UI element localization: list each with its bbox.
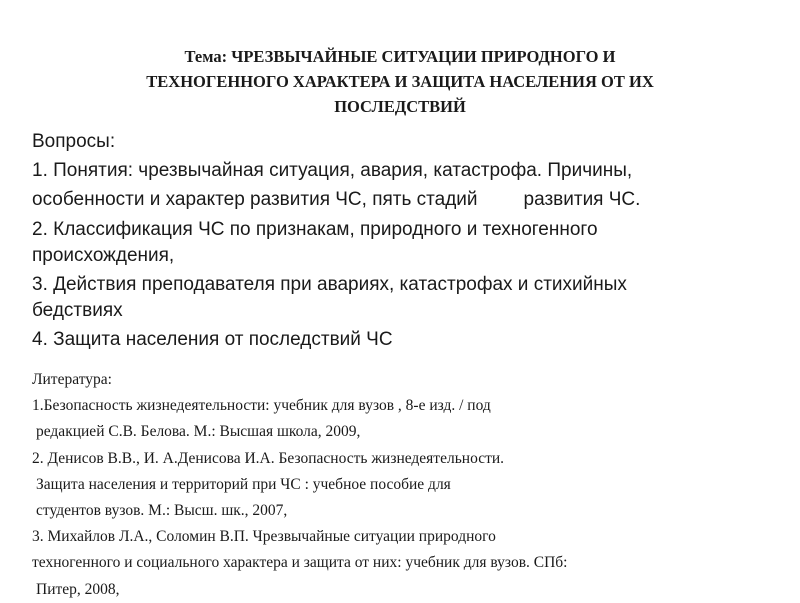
title-line-3: ПОСЛЕДСТВИЙ xyxy=(334,97,466,116)
literature-heading: Литература: xyxy=(32,371,112,388)
question-1-line-2-b: развития ЧС. xyxy=(523,189,641,211)
questions-section xyxy=(32,127,782,354)
question-4: 4. Защита населения от последствий ЧС xyxy=(32,328,393,350)
question-1-line-1: 1. Понятия: чрезвычайная ситуация, авария, катастрофа. Причины, xyxy=(32,160,633,182)
literature-line-7: техногенного и социального характера и защита от них: учебник для вузов. СПб: xyxy=(32,554,568,572)
literature-section xyxy=(32,367,782,603)
literature-line-5: студентов вузов. М.: Высш. шк., 2007, xyxy=(36,501,288,519)
literature-line-4: Защита населения и территорий при ЧС : учебное пособие для xyxy=(36,475,451,493)
title-line-2: ТЕХНОГЕННОГО ХАРАКТЕРА И ЗАЩИТА НАСЕЛЕНИЯ ОТ ИХ xyxy=(146,72,654,91)
question-2-line-2: происхождения, xyxy=(32,244,175,266)
title-line-1 xyxy=(60,44,740,69)
question-3-line-2: бедствиях xyxy=(32,299,123,321)
literature-line-1: 1.Безопасность жизнедеятельности: учебник для вузов , 8-е изд. / под xyxy=(32,397,491,415)
literature-line-3: 2. Денисов В.В., И. А.Денисова И.А. Безопасность жизнедеятельности. xyxy=(32,449,505,467)
question-3-line-1: 3. Действия преподавателя при авариях, катастрофах и стихийных xyxy=(32,273,627,295)
literature-line-6: 3. Михайлов Л.А., Соломин В.П. Чрезвычайные ситуации природного xyxy=(32,528,496,546)
title-text-1: ЧРЕЗВЫЧАЙНЫЕ СИТУАЦИИ ПРИРОДНОГО И xyxy=(231,47,616,66)
literature-line-2: редакцией С.В. Белова. М.: Высшая школа, 2009, xyxy=(36,423,361,441)
question-1-line-2 xyxy=(32,185,782,214)
title-prefix: Тема: xyxy=(184,47,232,66)
question-1-line-2-a: особенности и характер развития ЧС, пять стадий xyxy=(32,189,478,211)
question-2-line-1: 2. Классификация ЧС по признакам, природного и техногенного xyxy=(32,218,598,240)
questions-heading: Вопросы: xyxy=(32,131,116,152)
literature-line-8: Питер, 2008, xyxy=(36,580,120,598)
slide-title xyxy=(60,44,740,119)
